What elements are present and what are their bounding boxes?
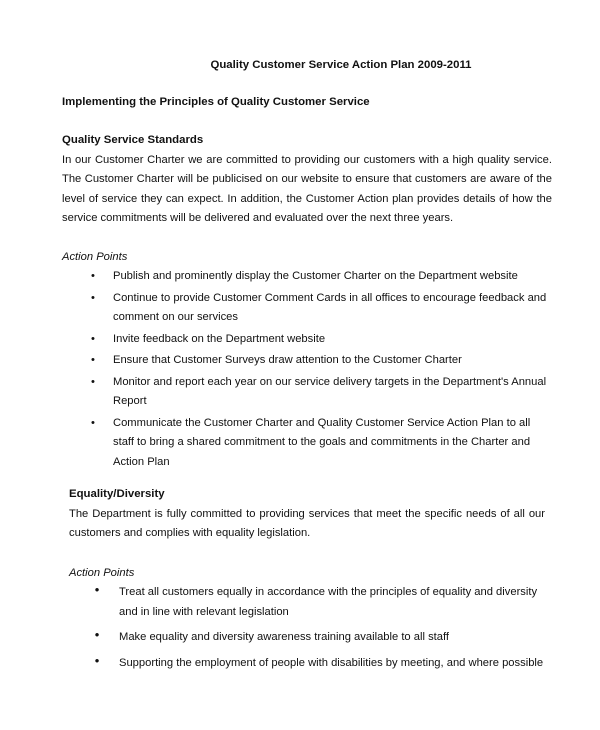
- bullet-icon: •: [91, 332, 95, 345]
- bullet-icon: •: [91, 354, 95, 366]
- section-quality-service-standards: [62, 131, 552, 474]
- document-title: Quality Customer Service Action Plan 2009-2011: [210, 59, 472, 71]
- section-title: Equality/Diversity: [69, 488, 165, 500]
- list-item: • Publish and prominently display the Customer Charter on the Department website: [62, 267, 552, 287]
- bullet-icon: •: [91, 270, 95, 282]
- list-item: • Ensure that Customer Surveys draw attention to the Customer Charter: [62, 351, 552, 371]
- section-paragraph: The Department is fully committed to providing services that meet the specific needs of all our customers and complies with equality legislation.: [69, 507, 545, 539]
- action-points-list: [69, 583, 545, 673]
- list-item: • Make equality and diversity awareness training available to all staff: [69, 628, 545, 648]
- list-item: • Supporting the employment of people with disabilities by meeting, and where possible: [69, 654, 545, 674]
- list-item: • Treat all customers equally in accordance with the principles of equality and diversity and in line with relevant legislation: [69, 583, 545, 622]
- bullet-icon: •: [94, 652, 100, 668]
- list-item: • Monitor and report each year on our service delivery targets in the Department's Annual Report: [62, 373, 552, 412]
- bullet-icon: •: [94, 627, 100, 642]
- list-item: • Continue to provide Customer Comment Cards in all offices to encourage feedback and comment on our services: [62, 289, 552, 328]
- bullet-icon: •: [91, 291, 95, 304]
- section-equality-diversity: [69, 485, 545, 679]
- action-points-label: Action Points: [62, 250, 128, 263]
- action-points-list: [62, 267, 552, 472]
- action-points-label: Action Points: [69, 566, 135, 579]
- main-heading: Implementing the Principles of Quality Customer Service: [62, 96, 370, 108]
- bullet-icon: •: [94, 582, 100, 597]
- section-paragraph: In our Customer Charter we are committed to providing our customers with a high quality service. The Customer Charter will be publicised on our website to ensure that customers are aware of the level of service they can expect. In addition, the Customer Action plan provides details of how the service commitments will be delivered and evaluated over the next three years.: [62, 153, 552, 224]
- bullet-icon: •: [91, 375, 95, 388]
- list-item: • Invite feedback on the Department website: [62, 330, 552, 350]
- section-title: Quality Service Standards: [62, 134, 204, 146]
- bullet-icon: •: [91, 416, 95, 429]
- list-item: • Communicate the Customer Charter and Quality Customer Service Action Plan to all staff to bring a shared commitment to the goals and commitments in the Charter and Action Plan: [62, 414, 552, 473]
